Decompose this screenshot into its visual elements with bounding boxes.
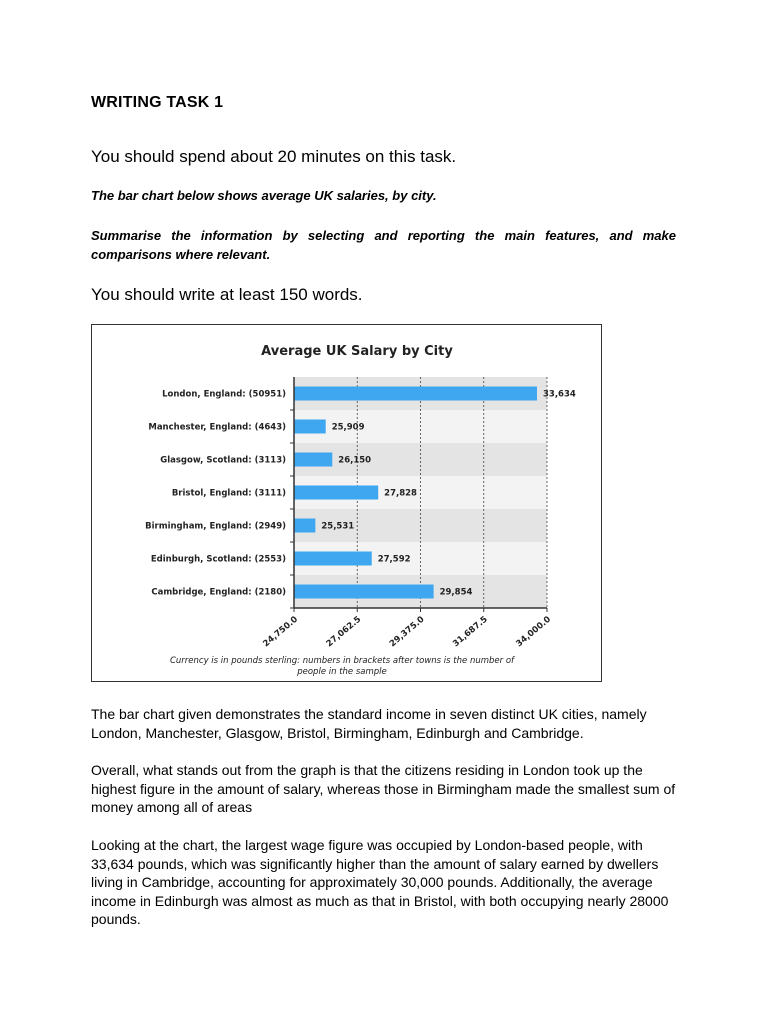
x-tick-label: 34,000.0 [514,614,553,650]
salary-chart [91,324,602,682]
bar [294,486,378,500]
category-label: Manchester, England: (4643) [148,422,286,433]
bar [294,585,434,599]
task-prompt: The bar chart below shows average UK salaries, by city. [91,188,437,203]
value-label: 33,634 [542,389,576,400]
chart-canvas [92,325,603,683]
bar [294,387,537,401]
essay-paragraph-1: The bar chart given demonstrates the standard income in seven distinct UK cities, namely London, Manchester, Glasgow, Bristol, Birmingham, Edinburgh and Cambridge. [91,706,647,741]
chart-caption-line-2: people in the sample [297,667,387,677]
task-heading: WRITING TASK 1 [91,94,224,111]
value-label: 26,150 [338,455,372,466]
task-instruction: Summarise the information by selecting and reporting the main features, and make comparisons where relevant. [91,228,676,262]
category-label: Edinburgh, Scotland: (2553) [150,554,286,565]
essay-paragraph-2: Overall, what stands out from the graph is that the citizens residing in London took up the highest figure in the amount of salary, whereas those in Birmingham made the smallest sum of money among all of areas [91,762,676,815]
value-label: 25,909 [331,422,365,433]
essay-paragraph-3: Looking at the chart, the largest wage figure was occupied by London-based people, with 33,634 pounds, which was significantly higher than the amount of salary earned by dwellers living in Cambridge, accounting for approximately 30,000 pounds. Additionally, the average income in Edinburgh was almost as much as that in Bristol, with both occupying nearly 28000 pounds. [91,837,669,927]
bar [294,552,372,566]
category-label: Glasgow, Scotland: (3113) [160,455,286,466]
category-label: London, England: (50951) [162,389,286,400]
chart-caption-line-1: Currency is in pounds sterling: numbers in brackets after towns is the number of [169,656,515,666]
value-label: 27,828 [384,488,417,499]
value-label: 27,592 [377,554,411,565]
bar [294,453,332,467]
x-tick-label: 24,750.0 [261,614,300,650]
x-tick-label: 31,687.5 [451,614,490,650]
word-count-note: You should write at least 150 words. [91,285,363,304]
x-tick-label: 27,062.5 [324,614,364,650]
value-label: 29,854 [439,587,473,598]
category-label: Cambridge, England: (2180) [151,587,286,598]
value-label: 25,531 [321,521,355,532]
bar [294,519,315,533]
time-note: You should spend about 20 minutes on this task. [91,147,457,166]
category-label: Birmingham, England: (2949) [145,521,286,532]
bar [294,420,326,434]
x-tick-label: 29,375.0 [387,614,427,650]
category-label: Bristol, England: (3111) [171,488,286,499]
chart-title: Average UK Salary by City [261,344,453,359]
